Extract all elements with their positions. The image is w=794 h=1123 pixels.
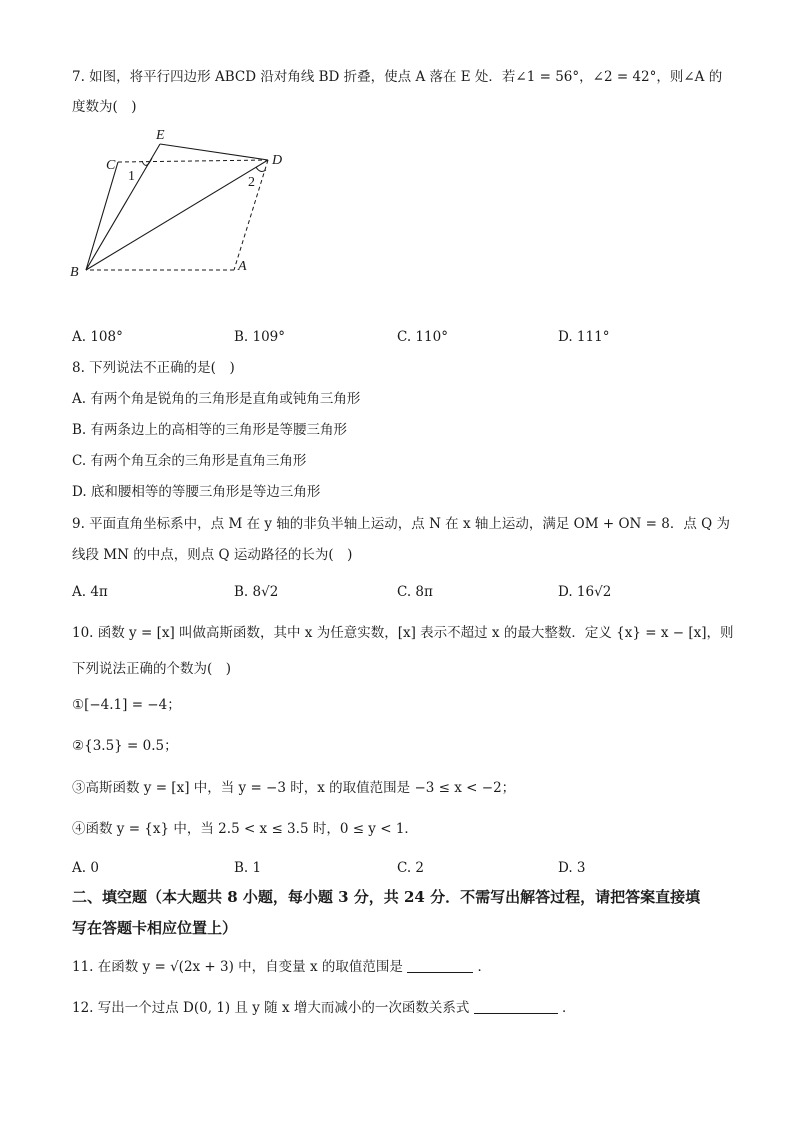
- q8-option-a[interactable]: A. 有两个角是锐角的三角形是直角或钝角三角形: [72, 391, 361, 407]
- q8-stem: 8. 下列说法不正确的是( ): [72, 360, 235, 376]
- section-2-heading-line2: 写在答题卡相应位置上）: [72, 919, 238, 937]
- edge-cd: [118, 160, 268, 162]
- q12-text: 12. 写出一个过点 D(0, 1) 且 y 随 x 增大而减小的一次函数关系式: [72, 1000, 470, 1016]
- q9-stem-line1: 9. 平面直角坐标系中，点 M 在 y 轴的非负半轴上运动，点 N 在 x 轴上运动，满足 OM + ON = 8．点 Q 为: [72, 516, 730, 532]
- q11-line: [72, 958, 491, 976]
- label-d: D: [272, 153, 283, 168]
- section-2-heading-line1: 二、填空题（本大题共 8 小题，每小题 3 分，共 24 分．不需写出解答过程，请把答案直接填: [72, 888, 701, 906]
- label-e: E: [156, 128, 165, 143]
- q10-statement-4: ④函数 y = {x} 中，当 2.5 < x ≤ 3.5 时，0 ≤ y < 1．: [72, 821, 418, 837]
- q12-answer-blank[interactable]: [474, 999, 558, 1014]
- q11-text: 11. 在函数 y = √(2x + 3) 中，自变量 x 的取值范围是: [72, 959, 403, 975]
- label-c: C: [106, 158, 116, 173]
- q10-option-c[interactable]: C. 2: [397, 860, 425, 876]
- q11-answer-blank[interactable]: [407, 958, 473, 973]
- label-a: A: [238, 259, 247, 274]
- q7-option-d[interactable]: D. 111°: [558, 329, 610, 345]
- q9-option-b[interactable]: B. 8√2: [234, 584, 279, 600]
- q7-option-a[interactable]: A. 108°: [72, 329, 123, 345]
- edge-ed: [160, 144, 268, 160]
- q9-option-c[interactable]: C. 8π: [397, 584, 433, 600]
- q12-line: [72, 999, 575, 1017]
- q9-option-a[interactable]: A. 4π: [72, 584, 108, 600]
- q7-parallelogram-figure: [62, 124, 302, 284]
- label-b: B: [70, 265, 79, 280]
- q10-option-a[interactable]: A. 0: [72, 860, 99, 876]
- q12-end: ．: [561, 1000, 576, 1016]
- label-angle-1: 1: [128, 169, 135, 184]
- q11-end: ．: [477, 959, 491, 975]
- q9-stem-line2: 线段 MN 的中点，则点 Q 运动路径的长为( ): [72, 547, 353, 563]
- q7-option-c[interactable]: C. 110°: [397, 329, 448, 345]
- label-angle-2: 2: [248, 175, 255, 190]
- q9-option-d[interactable]: D. 16√2: [558, 584, 612, 600]
- q10-statement-1: ①[−4.1] = −4；: [72, 697, 181, 713]
- q10-option-b[interactable]: B. 1: [234, 860, 262, 876]
- q8-option-b[interactable]: B. 有两条边上的高相等的三角形是等腰三角形: [72, 422, 348, 438]
- q7-option-b[interactable]: B. 109°: [234, 329, 286, 345]
- q7-stem-line2: 度数为( ): [72, 99, 137, 115]
- q10-stem-line2: 下列说法正确的个数为( ): [72, 661, 232, 677]
- q8-option-d[interactable]: D. 底和腰相等的等腰三角形是等边三角形: [72, 484, 321, 500]
- angle-2-arc: [256, 167, 266, 171]
- q7-stem-line1: 7. 如图，将平行四边形 ABCD 沿对角线 BD 折叠，使点 A 落在 E 处．若∠1 = 56°，∠2 = 42°，则∠A 的: [72, 69, 723, 85]
- q8-option-c[interactable]: C. 有两个角互余的三角形是直角三角形: [72, 453, 307, 469]
- q10-statement-3: ③高斯函数 y = [x] 中，当 y = −3 时，x 的取值范围是 −3 ≤ x < −2；: [72, 780, 516, 796]
- q10-statement-2: ②{3.5} = 0.5；: [72, 738, 178, 754]
- q10-option-d[interactable]: D. 3: [558, 860, 586, 876]
- q10-stem-line1: 10. 函数 y = [x] 叫做高斯函数，其中 x 为任意实数，[x] 表示不超过 x 的最大整数．定义 {x} = x − [x]，则: [72, 625, 734, 641]
